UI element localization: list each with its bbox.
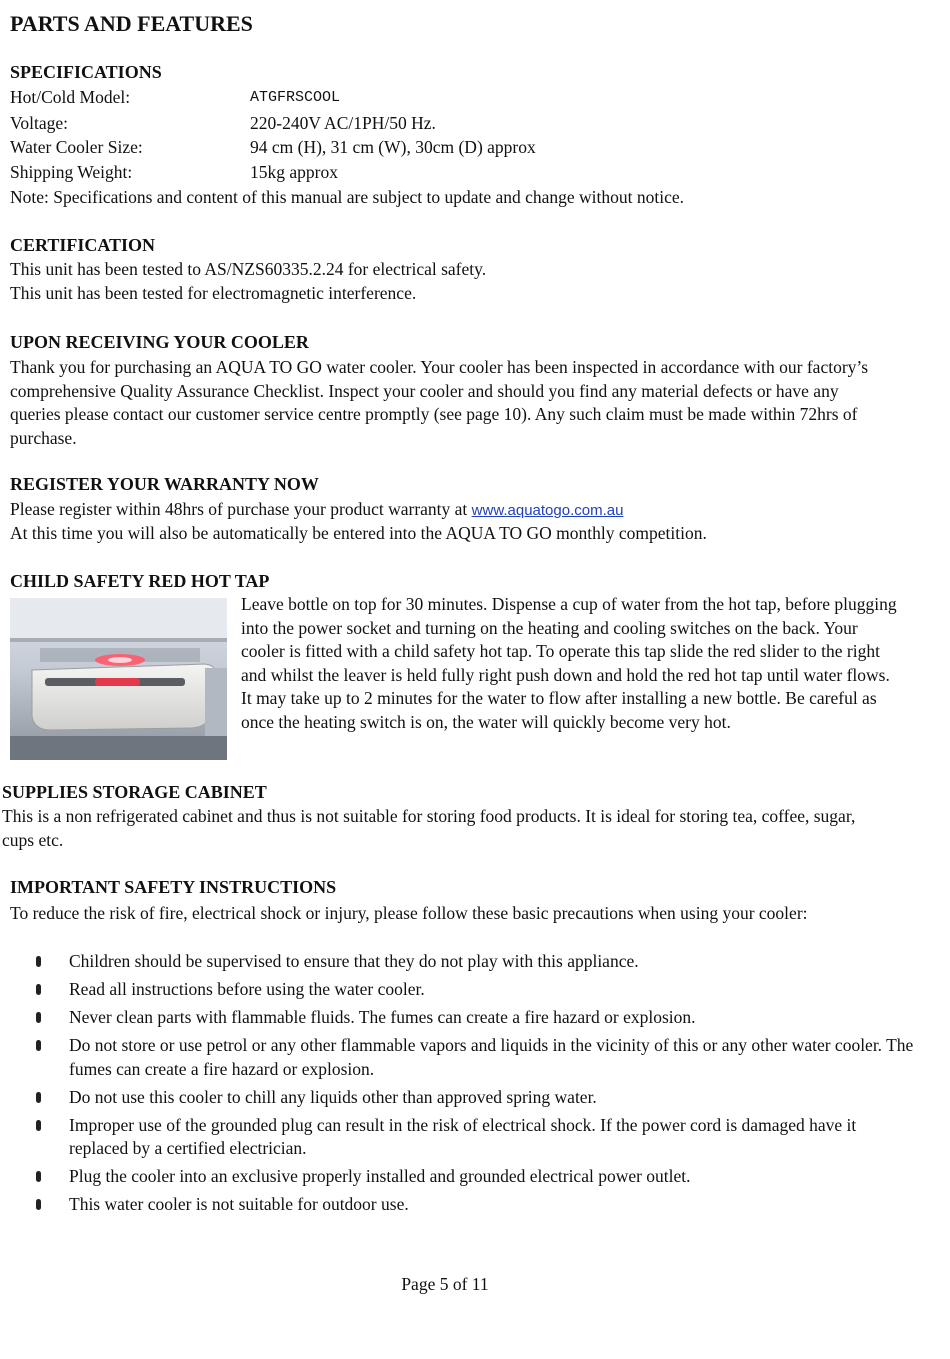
certification-line-2: This unit has been tested for electromagnetic interference.	[10, 283, 417, 303]
list-item	[36, 1165, 916, 1189]
warranty-line-2: At this time you will also be automatically be entered into the AQUA TO GO monthly competition.	[10, 523, 707, 543]
spec-value-size: 94 cm (H), 31 cm (W), 30cm (D) approx	[250, 137, 536, 157]
safety-intro: To reduce the risk of fire, electrical shock or injury, please follow these basic precautions when using your cooler:	[10, 903, 808, 923]
list-item	[36, 1034, 916, 1081]
child-safety-heading: CHILD SAFETY RED HOT TAP	[10, 571, 270, 591]
certification-line-1: This unit has been tested to AS/NZS60335.2.24 for electrical safety.	[10, 259, 487, 279]
page-number: Page 5 of 11	[401, 1274, 489, 1294]
warranty-link[interactable]: www.aquatogo.com.au	[471, 502, 624, 519]
child-safety-text: Leave bottle on top for 30 minutes. Dispense a cup of water from the hot tap, before plugging into the power socket and turning on the heating and cooling switches on the back. Your cooler is fitted with a child safety hot tap. To operate this tap slide the red slider to the right and whilst the leaver is held fully right push down and hold the red hot tap until water flows. It may take up to 2 minutes for the water to flow after installing a new bottle. Be careful as once the heating switch is on, the water will quickly become very hot.	[241, 594, 897, 732]
hot-tap-illustration	[10, 598, 227, 760]
bullet-icon	[36, 1040, 41, 1051]
list-item	[36, 1086, 916, 1110]
receiving-text: Thank you for purchasing an AQUA TO GO water cooler. Your cooler has been inspected in accordance with our factory’s comprehensive Quality Assurance Checklist. Inspect your cooler and should you find any material defects or have any queries please contact our customer service centre promptly (see page 10). Any such claim must be made within 72hrs of purchase.	[10, 357, 869, 448]
spec-label-model: Hot/Cold Model:	[10, 87, 131, 107]
list-item-text: Plug the cooler into an exclusive properly installed and grounded electrical power outlet.	[69, 1166, 691, 1186]
warranty-heading: REGISTER YOUR WARRANTY NOW	[10, 474, 319, 494]
bullet-icon	[36, 1171, 41, 1182]
list-item-text: Never clean parts with flammable fluids. The fumes can create a fire hazard or explosion.	[69, 1007, 696, 1027]
spec-value-voltage: 220-240V AC/1PH/50 Hz.	[250, 113, 436, 133]
list-item	[36, 1193, 916, 1217]
spec-label-weight: Shipping Weight:	[10, 162, 133, 182]
certification-heading: CERTIFICATION	[10, 235, 156, 255]
spec-label-size: Water Cooler Size:	[10, 137, 143, 157]
bullet-icon	[36, 984, 41, 995]
receiving-heading: UPON RECEIVING YOUR COOLER	[10, 332, 309, 352]
list-item	[36, 1114, 916, 1161]
spec-label-voltage: Voltage:	[10, 113, 69, 133]
list-item	[36, 978, 916, 1002]
spec-value-model: ATGFRSCOOL	[250, 89, 341, 106]
safety-heading: IMPORTANT SAFETY INSTRUCTIONS	[10, 877, 337, 897]
specifications-note: Note: Specifications and content of this manual are subject to update and change without notice.	[10, 187, 685, 207]
warranty-line-1	[10, 498, 910, 523]
page-title: PARTS AND FEATURES	[10, 11, 253, 36]
storage-heading: SUPPLIES STORAGE CABINET	[2, 782, 267, 802]
bullet-icon	[36, 956, 41, 967]
list-item-text: Improper use of the grounded plug can result in the risk of electrical shock. If the power cord is damaged have it replaced by a certified electrician.	[69, 1114, 857, 1158]
spec-value-weight: 15kg approx	[250, 162, 338, 182]
bullet-icon	[36, 1012, 41, 1023]
list-item	[36, 950, 916, 974]
list-item	[36, 1006, 916, 1030]
bullet-icon	[36, 1092, 41, 1103]
hot-tap-photo	[10, 598, 227, 760]
specifications-heading: SPECIFICATIONS	[10, 62, 162, 82]
list-item-text: This water cooler is not suitable for outdoor use.	[69, 1194, 409, 1214]
bullet-icon	[36, 1120, 41, 1131]
list-item-text: Do not store or use petrol or any other flammable vapors and liquids in the vicinity of this or any other water cooler. The fumes can create a fire hazard or explosion.	[69, 1035, 914, 1079]
warranty-line-1-text: Please register within 48hrs of purchase your product warranty at	[10, 499, 472, 519]
safety-list	[36, 950, 916, 1221]
list-item-text: Do not use this cooler to chill any liquids other than approved spring water.	[69, 1086, 597, 1107]
list-item-text: Read all instructions before using the water cooler.	[69, 979, 425, 999]
list-item-text: Children should be supervised to ensure that they do not play with this appliance.	[69, 951, 639, 971]
storage-text: This is a non refrigerated cabinet and thus is not suitable for storing food products. It is ideal for storing tea, coffee, sugar, cups etc.	[2, 806, 856, 850]
bullet-icon	[36, 1199, 41, 1210]
